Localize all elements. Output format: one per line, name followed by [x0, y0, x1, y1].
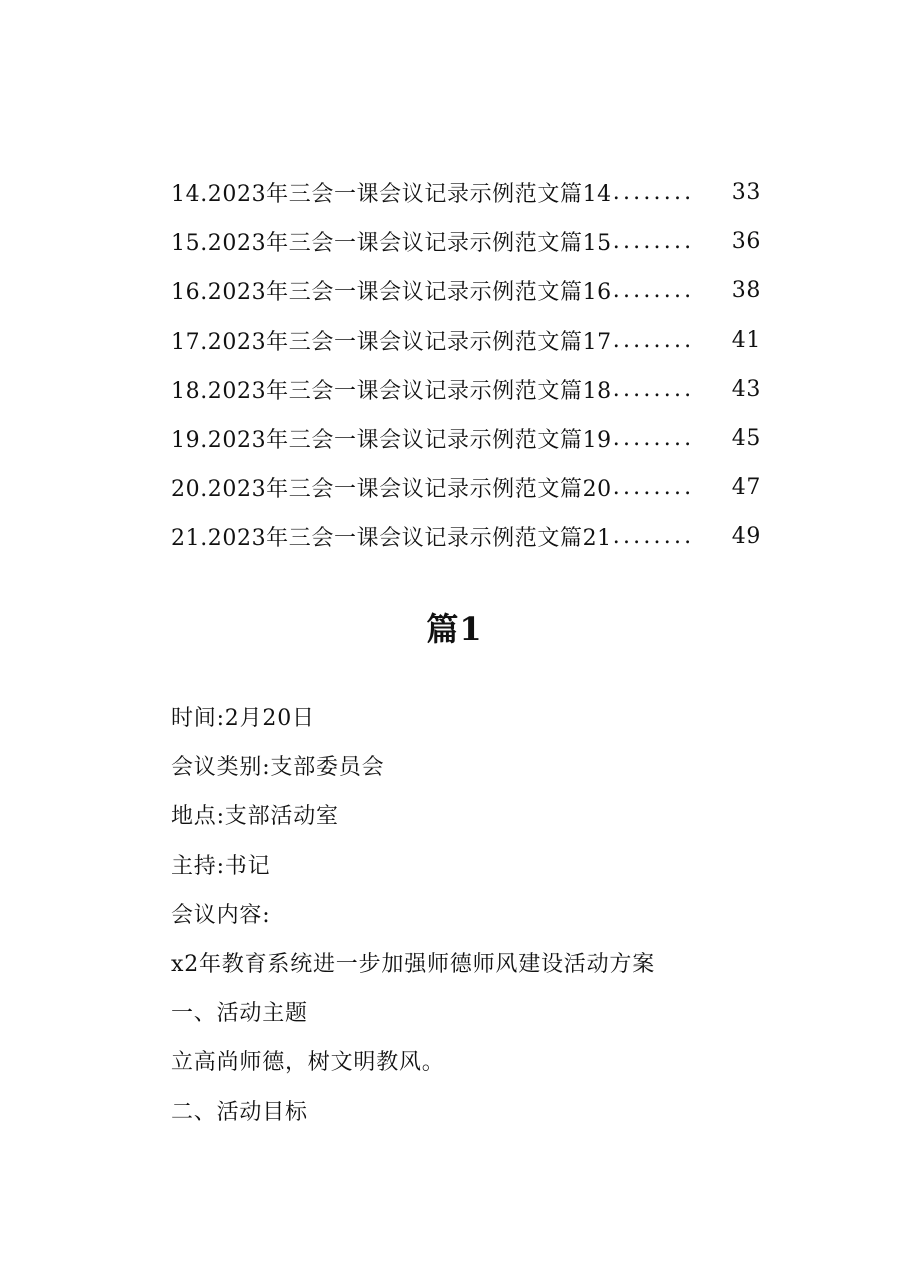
toc-entry[interactable]	[171, 168, 761, 217]
toc-entry-title: 17.2023年三会一课会议记录示例范文篇17	[171, 329, 612, 355]
toc-entry-title: 14.2023年三会一课会议记录示例范文篇14	[171, 182, 612, 208]
plan-title-line: x2年教育系统进一步加强师德师风建设活动方案	[171, 952, 656, 978]
toc-entry-page: 47	[731, 475, 761, 501]
toc-leader-dots: ........	[612, 229, 695, 255]
toc-entry-page: 36	[731, 229, 761, 255]
toc-entry-title: 21.2023年三会一课会议记录示例范文篇21	[171, 526, 612, 552]
toc-entry-title: 20.2023年三会一课会议记录示例范文篇20	[171, 477, 612, 503]
toc-entry[interactable]	[171, 512, 761, 561]
toc-entry-page: 38	[731, 278, 761, 304]
toc-entry-title: 15.2023年三会一课会议记录示例范文篇15	[171, 231, 612, 257]
toc-leader-dots: ........	[612, 524, 695, 550]
toc-leader-dots: ........	[612, 376, 695, 402]
toc-entry[interactable]	[171, 316, 761, 365]
toc-entry-page: 43	[731, 376, 761, 402]
toc-entry[interactable]	[171, 463, 761, 512]
meeting-time-line: 时间:2月20日	[171, 706, 315, 732]
section-heading: 篇1	[426, 610, 483, 648]
meeting-host-line: 主持:书记	[171, 853, 271, 879]
toc-leader-dots: ........	[612, 426, 695, 452]
document-body	[171, 692, 771, 1135]
toc-entry[interactable]	[171, 414, 761, 463]
toc-leader-dots: ........	[612, 475, 695, 501]
table-of-contents	[171, 168, 761, 562]
toc-entry-page: 33	[731, 180, 761, 206]
toc-entry-title: 18.2023年三会一课会议记录示例范文篇18	[171, 378, 612, 404]
toc-leader-dots: ........	[612, 278, 695, 304]
toc-leader-dots: ........	[612, 180, 695, 206]
theme-text-line: 立高尚师德，树文明教风。	[171, 1050, 445, 1076]
toc-entry[interactable]	[171, 365, 761, 414]
section-two-heading: 二、活动目标	[171, 1099, 308, 1125]
toc-entry-title: 19.2023年三会一课会议记录示例范文篇19	[171, 428, 612, 454]
toc-entry-title: 16.2023年三会一课会议记录示例范文篇16	[171, 280, 612, 306]
toc-entry[interactable]	[171, 217, 761, 266]
meeting-content-label: 会议内容:	[171, 902, 271, 928]
toc-entry-page: 45	[731, 426, 761, 452]
toc-entry[interactable]	[171, 266, 761, 315]
toc-leader-dots: ........	[612, 327, 695, 353]
toc-entry-page: 41	[731, 327, 761, 353]
section-one-heading: 一、活动主题	[171, 1001, 308, 1027]
meeting-type-line: 会议类别:支部委员会	[171, 755, 385, 781]
toc-entry-page: 49	[731, 524, 761, 550]
meeting-location-line: 地点:支部活动室	[171, 804, 339, 830]
